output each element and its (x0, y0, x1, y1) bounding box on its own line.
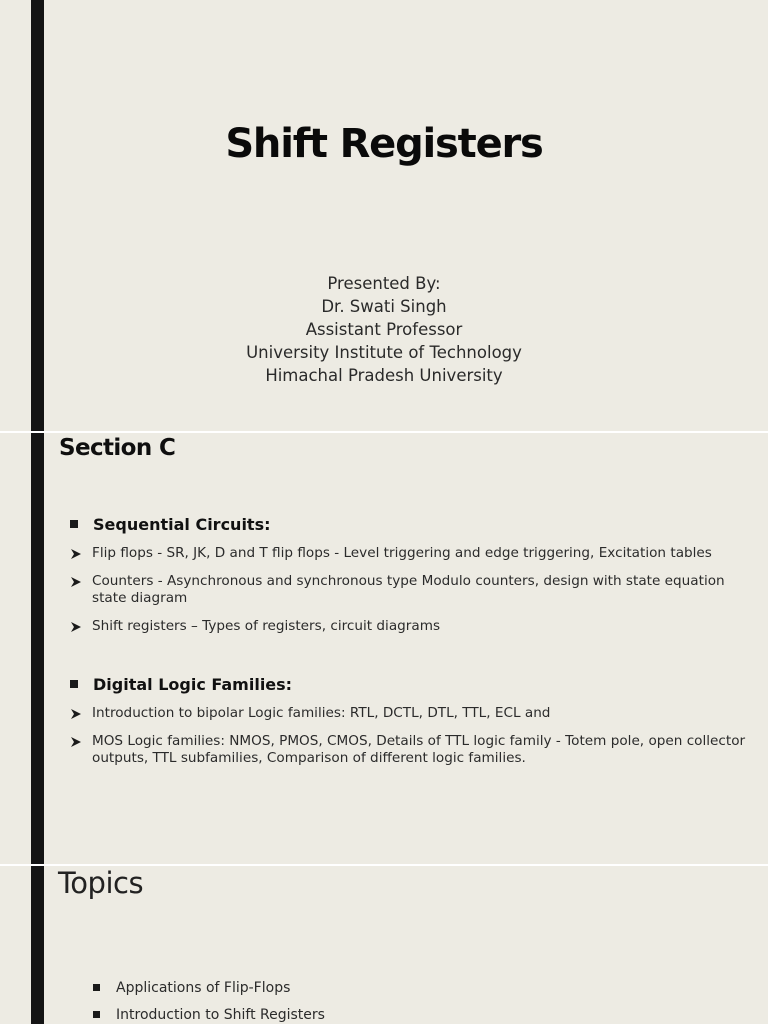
list-item (70, 573, 750, 608)
list-item-text: Shift registers – Types of registers, circuit diagrams (92, 617, 441, 634)
list-item-text: Applications of Flip-Flops (116, 979, 291, 996)
list-item (93, 974, 325, 1001)
square-bullet-icon (70, 680, 78, 688)
presenter-block (0, 272, 768, 387)
list-item (70, 705, 750, 723)
list-item-text: Counters - Asynchronous and synchronous type Modulo counters, design with state equation state diagram (92, 572, 725, 606)
arrow-bullet-icon (70, 708, 82, 720)
section-heading-text: Section C (59, 435, 176, 461)
square-bullet-icon (70, 520, 78, 528)
list-item-text: Introduction to bipolar Logic families: RTL, DCTL, DTL, TTL, ECL and (92, 705, 551, 721)
list-item-text: MOS Logic families: NMOS, PMOS, CMOS, Details of TTL logic family - Totem pole, open collector outputs, TTL subfamilies, Comparison of different logic families. (92, 732, 746, 766)
presenter-name: Dr. Swati Singh (321, 297, 447, 316)
presenter-position: Assistant Professor (305, 320, 463, 339)
accent-bar (31, 866, 44, 1024)
list-item (70, 545, 750, 563)
group-heading (70, 673, 750, 695)
list-item (70, 618, 750, 636)
arrow-bullet-icon (70, 548, 82, 560)
square-bullet-icon (93, 1011, 100, 1018)
sub-list (70, 545, 750, 635)
presenter-institute: University Institute of Technology (246, 343, 522, 362)
presenter-label: Presented By: (327, 274, 441, 293)
section-heading (59, 433, 175, 459)
topic-list (93, 974, 325, 1024)
list-item-text: Flip flops - SR, JK, D and T flip flops - Level triggering and edge triggering, Excitation tables (92, 545, 712, 561)
arrow-bullet-icon (70, 736, 82, 748)
slide-section-c (0, 433, 768, 864)
group-heading (70, 513, 750, 535)
square-bullet-icon (93, 984, 100, 991)
list-item (93, 1001, 325, 1024)
sub-list (70, 705, 750, 768)
topics-heading: Topics (58, 866, 144, 900)
list-item-text: Introduction to Shift Registers (116, 1006, 325, 1023)
slide-topics (0, 866, 768, 1024)
accent-bar (31, 433, 44, 864)
group-sequential-circuits (70, 513, 750, 635)
group-heading-text: Sequential Circuits: (93, 514, 271, 534)
list-item (70, 733, 750, 768)
presenter-university: Himachal Pradesh University (265, 366, 503, 385)
group-digital-logic-families (70, 673, 750, 768)
arrow-bullet-icon (70, 621, 82, 633)
group-heading-text: Digital Logic Families: (93, 674, 293, 694)
slide-title-heading: Shift Registers (225, 121, 543, 167)
slide-title (0, 0, 768, 431)
arrow-bullet-icon (70, 576, 82, 588)
